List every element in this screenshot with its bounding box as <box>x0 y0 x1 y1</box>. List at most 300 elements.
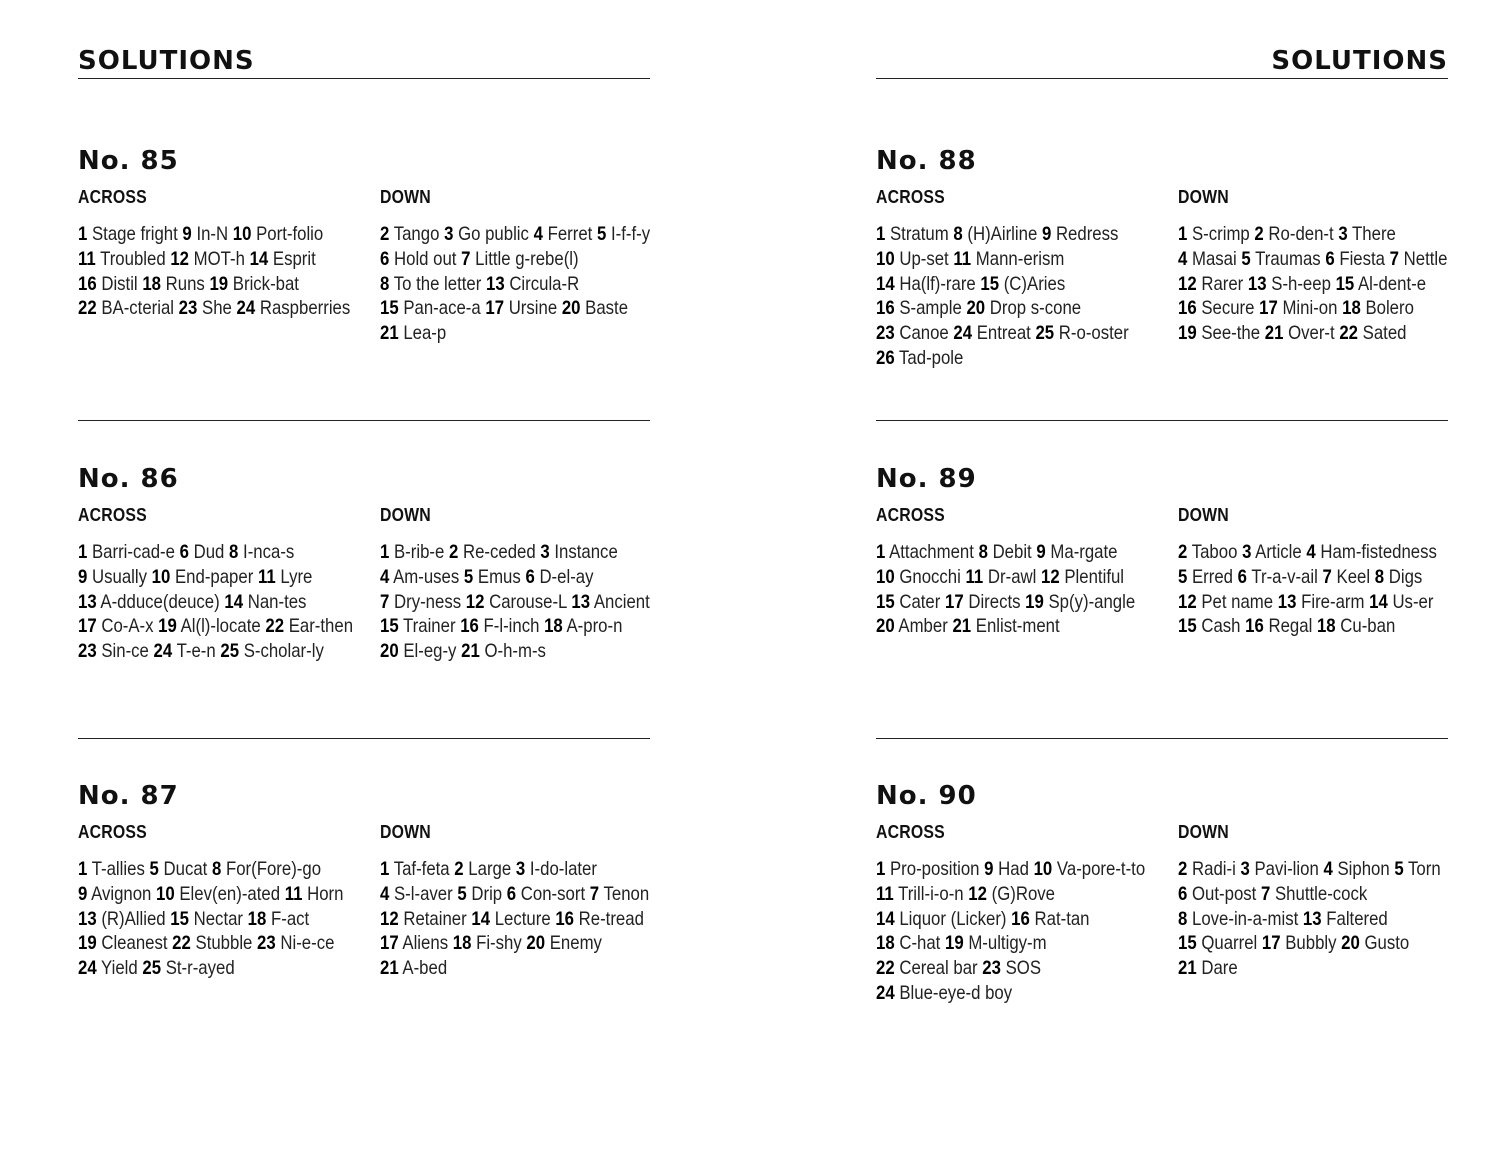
clue-number: 9 <box>1036 541 1046 563</box>
clue-number: 14 <box>876 272 895 295</box>
answer-text: Cater <box>899 590 941 613</box>
down-column <box>380 821 660 980</box>
answer-text: Blue-eye-d boy <box>899 981 1013 1004</box>
answer-text: Canoe <box>899 322 949 345</box>
answer-line <box>380 907 644 932</box>
answer-text: Usually <box>92 565 147 588</box>
answer-text: Instance <box>554 541 618 563</box>
answer-text: Am-uses <box>393 565 460 588</box>
clue-number: 2 <box>1254 223 1264 245</box>
answer-text: Mini-on <box>1282 297 1338 320</box>
answer-line <box>78 907 336 932</box>
clue-number: 8 <box>1374 565 1385 588</box>
answer-text: Liquor (Licker) <box>899 907 1007 930</box>
clue-number: 19 <box>945 932 964 955</box>
clue-number: 6 <box>506 882 517 905</box>
clue-number: 19 <box>78 932 97 955</box>
answer-text: Ma-rgate <box>1050 541 1118 563</box>
answer-text: A-bed <box>402 957 448 980</box>
answer-line <box>1178 614 1419 639</box>
answer-text: Nan-tes <box>247 590 307 613</box>
clue-number: 5 <box>457 882 467 905</box>
answer-text: Va-pore-t-to <box>1056 858 1146 880</box>
answer-line <box>78 956 336 981</box>
answer-text: Enemy <box>549 932 602 955</box>
answer-line <box>380 639 621 664</box>
down-column <box>380 186 660 345</box>
answer-line <box>1178 247 1448 272</box>
answer-line <box>876 540 1134 565</box>
clue-number: 15 <box>380 297 399 320</box>
answer-line <box>1178 931 1419 956</box>
clue-number: 13 <box>1302 907 1322 930</box>
answer-text: Torn <box>1408 858 1441 880</box>
clue-number: 22 <box>265 615 285 638</box>
answer-text: D-el-ay <box>539 565 594 588</box>
answer-line <box>380 565 621 590</box>
page-title: SOLUTIONS <box>78 46 255 76</box>
answer-text: See-the <box>1201 322 1261 345</box>
answer-text: Tenon <box>603 882 650 905</box>
clue-number: 11 <box>876 882 894 905</box>
puzzle-title: No. 88 <box>876 146 977 176</box>
answer-text: M-ultigy-m <box>968 932 1047 955</box>
clue-number: 23 <box>178 297 198 320</box>
clue-number: 17 <box>1261 932 1281 955</box>
clue-number: 2 <box>1178 858 1188 880</box>
answer-text: Lea-p <box>403 322 447 345</box>
answer-line <box>380 614 621 639</box>
clue-number: 1 <box>78 541 88 563</box>
clue-number: 23 <box>982 957 1001 980</box>
clue-number: 9 <box>78 565 88 588</box>
answer-text: Elev(en)-ated <box>179 882 281 905</box>
clue-number: 7 <box>1322 565 1332 588</box>
answer-line <box>876 882 1134 907</box>
clue-number: 3 <box>1242 541 1252 563</box>
clue-number: 21 <box>380 957 399 980</box>
clue-number: 12 <box>380 907 399 930</box>
across-heading: ACROSS <box>876 505 945 525</box>
puzzle-title: No. 86 <box>78 464 179 494</box>
clue-number: 21 <box>380 322 399 345</box>
answer-line <box>380 956 621 981</box>
clue-number: 9 <box>1041 223 1052 245</box>
answer-text: Tr-a-v-ail <box>1251 565 1318 588</box>
clue-number: 16 <box>78 272 97 295</box>
answer-text: Cereal bar <box>899 957 978 980</box>
down-answers <box>380 222 660 346</box>
answer-line <box>876 907 1134 932</box>
answer-text: Lecture <box>494 907 551 930</box>
clue-number: 25 <box>142 957 162 980</box>
answer-text: SOS <box>1005 957 1042 980</box>
answer-text: T-allies <box>91 858 145 880</box>
clue-number: 13 <box>78 907 97 930</box>
divider <box>78 738 650 739</box>
answer-text: Circula-R <box>509 272 580 295</box>
answer-line <box>1178 956 1419 981</box>
clue-number: 10 <box>232 223 252 245</box>
clue-number: 12 <box>1178 590 1197 613</box>
answer-text: C-hat <box>899 932 941 955</box>
down-heading: DOWN <box>380 822 431 842</box>
clue-number: 2 <box>454 858 464 880</box>
answer-line <box>1178 321 1419 346</box>
answer-line <box>876 857 1146 882</box>
clue-number: 18 <box>1316 615 1336 638</box>
clue-number: 12 <box>170 247 190 270</box>
answer-text: Regal <box>1268 615 1313 638</box>
across-heading: ACROSS <box>78 505 147 525</box>
answer-text: Erred <box>1192 565 1234 588</box>
answer-text: Keel <box>1336 565 1371 588</box>
answer-line <box>78 931 336 956</box>
answer-line <box>1178 272 1427 297</box>
answer-text: I-nca-s <box>243 541 295 563</box>
answer-line <box>380 222 651 247</box>
answer-text: Gnocchi <box>899 565 961 588</box>
across-heading: ACROSS <box>876 822 945 842</box>
clue-number: 5 <box>1394 858 1404 880</box>
answer-text: Stubble <box>195 932 253 955</box>
answer-text: B-rib-e <box>394 541 445 563</box>
clue-number: 13 <box>571 590 591 613</box>
clue-number: 22 <box>876 957 895 980</box>
answer-text: F-l-inch <box>483 615 540 638</box>
answer-text: Mann-erism <box>975 247 1065 270</box>
answer-text: Nectar <box>193 907 244 930</box>
answer-text: Gusto <box>1364 932 1410 955</box>
answer-text: Ni-e-ce <box>280 932 335 955</box>
answer-text: Ha(lf)-rare <box>899 272 976 295</box>
down-column <box>1178 504 1458 638</box>
clue-number: 15 <box>1178 932 1197 955</box>
answer-text: Con-sort <box>520 882 586 905</box>
clue-number: 4 <box>380 565 390 588</box>
clue-number: 16 <box>1178 297 1197 320</box>
answer-text: (H)Airline <box>967 223 1038 245</box>
answer-text: Ham-fistedness <box>1320 541 1437 563</box>
clue-number: 1 <box>380 858 390 880</box>
divider <box>78 420 650 421</box>
answer-line <box>1178 590 1434 615</box>
puzzle-title: No. 89 <box>876 464 977 494</box>
answer-line <box>1178 565 1423 590</box>
clue-number: 23 <box>257 932 276 955</box>
answer-text: Go public <box>458 223 529 245</box>
clue-number: 8 <box>978 541 988 563</box>
clue-number: 7 <box>1260 882 1271 905</box>
clue-number: 2 <box>1178 541 1188 563</box>
clue-number: 10 <box>151 565 171 588</box>
answer-text: S-ample <box>899 297 962 320</box>
clue-number: 14 <box>249 247 269 270</box>
answer-line <box>876 590 1134 615</box>
answer-line <box>380 931 621 956</box>
clue-number: 7 <box>380 590 390 613</box>
clue-number: 24 <box>953 322 973 345</box>
answer-line <box>78 565 336 590</box>
clue-number: 23 <box>78 640 97 663</box>
answer-text: Sp(y)-angle <box>1048 590 1136 613</box>
across-answers <box>78 857 378 981</box>
answer-text: Dud <box>193 541 225 563</box>
clue-number: 13 <box>485 272 505 295</box>
clue-number: 20 <box>966 297 986 320</box>
answer-text: Dr-awl <box>987 565 1037 588</box>
answer-text: St-r-ayed <box>165 957 235 980</box>
answer-line <box>78 272 336 297</box>
clue-number: 8 <box>211 858 222 880</box>
clue-number: 2 <box>448 541 459 563</box>
answer-line <box>876 956 1134 981</box>
answer-text: Horn <box>307 882 344 905</box>
answer-text: Large <box>468 858 512 880</box>
clue-number: 4 <box>1306 541 1316 563</box>
clue-number: 15 <box>380 615 399 638</box>
answer-text: R-o-oster <box>1058 322 1129 345</box>
down-column <box>380 504 660 663</box>
answer-line <box>380 540 621 565</box>
clue-number: 19 <box>209 272 229 295</box>
clue-number: 16 <box>460 615 479 638</box>
across-column <box>78 821 378 980</box>
clue-number: 11 <box>965 565 984 588</box>
answer-text: Radi-i <box>1192 858 1236 880</box>
answer-text: O-h-m-s <box>484 640 546 663</box>
answer-text: Port-folio <box>256 223 324 245</box>
answer-text: Entreat <box>976 322 1031 345</box>
clue-number: 24 <box>153 640 173 663</box>
answer-text: Ear-then <box>288 615 354 638</box>
clue-number: 8 <box>229 541 239 563</box>
clue-number: 18 <box>1342 297 1361 320</box>
answer-text: Ro-den-t <box>1268 223 1334 245</box>
answer-text: Emus <box>477 565 521 588</box>
clue-number: 14 <box>224 590 244 613</box>
answer-line <box>380 882 650 907</box>
clue-number: 3 <box>515 858 526 880</box>
down-answers <box>1178 540 1458 639</box>
answer-text: Drop s-cone <box>989 297 1082 320</box>
answer-text: Avignon <box>91 882 152 905</box>
answer-line <box>876 321 1134 346</box>
answer-text: Over-t <box>1288 322 1335 345</box>
answer-text: Drip <box>471 882 503 905</box>
clue-number: 1 <box>380 541 390 563</box>
clue-number: 21 <box>461 640 480 663</box>
clue-number: 23 <box>876 322 895 345</box>
answer-line <box>1178 882 1419 907</box>
clue-number: 11 <box>257 565 276 588</box>
clue-number: 3 <box>444 223 454 245</box>
answer-text: Shuttle-cock <box>1274 882 1368 905</box>
answer-text: There <box>1352 223 1396 245</box>
clue-number: 11 <box>78 247 96 270</box>
answer-text: Fiesta <box>1339 247 1386 270</box>
clue-number: 16 <box>555 907 574 930</box>
answer-line <box>78 882 344 907</box>
down-answers <box>1178 857 1458 981</box>
clue-number: 6 <box>179 541 189 563</box>
clue-number: 10 <box>1033 858 1053 880</box>
answer-text: A-pro-n <box>566 615 623 638</box>
answer-line <box>380 296 629 321</box>
page-header <box>876 44 1448 79</box>
clue-number: 1 <box>1178 223 1188 245</box>
clue-number: 15 <box>1335 272 1355 295</box>
clue-number: 17 <box>380 932 399 955</box>
clue-number: 20 <box>380 640 399 663</box>
answer-text: MOT-h <box>193 247 245 270</box>
answer-line <box>876 296 1134 321</box>
answer-text: Trill-i-o-n <box>898 882 964 905</box>
answer-text: (C)Aries <box>1003 272 1066 295</box>
answer-text: Digs <box>1388 565 1423 588</box>
clue-number: 10 <box>156 882 175 905</box>
clue-number: 20 <box>876 615 895 638</box>
answer-line <box>1178 907 1419 932</box>
clue-number: 20 <box>561 297 581 320</box>
answer-text: Out-post <box>1192 882 1257 905</box>
answer-text: Attachment <box>889 541 974 563</box>
clue-number: 6 <box>525 565 535 588</box>
clue-number: 19 <box>1178 322 1197 345</box>
clue-number: 21 <box>952 615 972 638</box>
answer-text: F-act <box>271 907 310 930</box>
answer-text: Nettle <box>1403 247 1448 270</box>
answer-text: Lyre <box>280 565 313 588</box>
clue-number: 15 <box>876 590 895 613</box>
answer-line <box>380 590 650 615</box>
answer-text: Yield <box>101 957 138 980</box>
clue-number: 5 <box>1178 565 1188 588</box>
clue-number: 15 <box>1178 615 1197 638</box>
clue-number: 12 <box>968 882 987 905</box>
clue-number: 19 <box>1025 590 1044 613</box>
answer-text: S-cholar-ly <box>243 640 324 663</box>
answer-text: For(Fore)-go <box>225 858 322 880</box>
answer-text: Al(l)-locate <box>180 615 261 638</box>
clue-number: 18 <box>452 932 472 955</box>
answer-text: A-dduce(deuce) <box>100 590 220 613</box>
divider <box>876 738 1448 739</box>
down-answers <box>1178 222 1458 346</box>
clue-number: 11 <box>953 247 972 270</box>
clue-number: 20 <box>1341 932 1360 955</box>
answer-line <box>380 247 621 272</box>
clue-number: 4 <box>1323 858 1333 880</box>
answer-text: Debit <box>992 541 1032 563</box>
answer-text: Siphon <box>1337 858 1390 880</box>
answer-text: El-eg-y <box>403 640 457 663</box>
answer-text: Fire-arm <box>1301 590 1365 613</box>
answer-text: Faltered <box>1326 907 1388 930</box>
clue-number: 18 <box>544 615 563 638</box>
clue-number: 16 <box>1245 615 1264 638</box>
answer-text: Re-ceded <box>462 541 536 563</box>
answer-text: Baste <box>585 297 629 320</box>
across-answers <box>876 222 1176 371</box>
answer-text: Traumas <box>1255 247 1321 270</box>
answer-text: Dare <box>1201 957 1238 980</box>
answer-text: Little g-rebe(l) <box>475 247 579 270</box>
across-answers <box>876 540 1176 639</box>
answer-text: Ferret <box>547 223 593 245</box>
divider <box>876 420 1448 421</box>
across-column <box>78 504 378 663</box>
across-column <box>876 186 1176 369</box>
answer-line <box>78 296 351 321</box>
across-column <box>78 186 378 320</box>
answer-text: Stratum <box>890 223 949 245</box>
clue-number: 12 <box>1041 565 1060 588</box>
clue-number: 9 <box>182 223 192 245</box>
clue-number: 22 <box>172 932 191 955</box>
clue-number: 13 <box>1247 272 1267 295</box>
clue-number: 25 <box>1035 322 1055 345</box>
clue-number: 10 <box>876 247 895 270</box>
answer-text: I-do-later <box>529 858 597 880</box>
clue-number: 4 <box>380 882 390 905</box>
answer-text: Sin-ce <box>101 640 149 663</box>
answer-text: Retainer <box>403 907 467 930</box>
answer-line <box>78 247 336 272</box>
clue-number: 8 <box>380 272 390 295</box>
answer-line <box>876 614 1134 639</box>
clue-number: 24 <box>236 297 256 320</box>
answer-text: Pet name <box>1201 590 1274 613</box>
answer-line <box>876 981 1134 1006</box>
answer-text: T-e-n <box>176 640 216 663</box>
answer-text: (R)Allied <box>101 907 166 930</box>
clue-number: 13 <box>1277 590 1297 613</box>
down-heading: DOWN <box>380 505 431 525</box>
answer-line <box>380 272 621 297</box>
across-answers <box>78 222 378 321</box>
clue-number: 5 <box>149 858 159 880</box>
clue-number: 5 <box>463 565 474 588</box>
clue-number: 7 <box>1389 247 1400 270</box>
clue-number: 15 <box>980 272 1000 295</box>
answer-text: Quarrel <box>1201 932 1258 955</box>
answer-text: End-paper <box>174 565 254 588</box>
answer-line <box>1178 296 1419 321</box>
clue-number: 3 <box>540 541 550 563</box>
answer-text: Tad-pole <box>899 346 964 369</box>
across-heading: ACROSS <box>78 822 147 842</box>
clue-number: 25 <box>220 640 240 663</box>
clue-number: 8 <box>1178 907 1188 930</box>
clue-number: 17 <box>485 297 505 320</box>
clue-number: 13 <box>78 590 97 613</box>
clue-number: 1 <box>876 858 886 880</box>
clue-number: 12 <box>1178 272 1197 295</box>
answer-text: Amber <box>898 615 948 638</box>
down-heading: DOWN <box>1178 505 1229 525</box>
clue-number: 6 <box>1237 565 1248 588</box>
answer-line <box>876 565 1134 590</box>
answer-line <box>876 272 1134 297</box>
clue-number: 2 <box>380 223 390 245</box>
page-title: SOLUTIONS <box>1271 46 1448 76</box>
clue-number: 1 <box>78 858 88 880</box>
clue-number: 17 <box>78 615 97 638</box>
answer-text: Co-A-x <box>101 615 154 638</box>
answer-text: Stage fright <box>92 223 178 245</box>
answer-line <box>78 614 354 639</box>
